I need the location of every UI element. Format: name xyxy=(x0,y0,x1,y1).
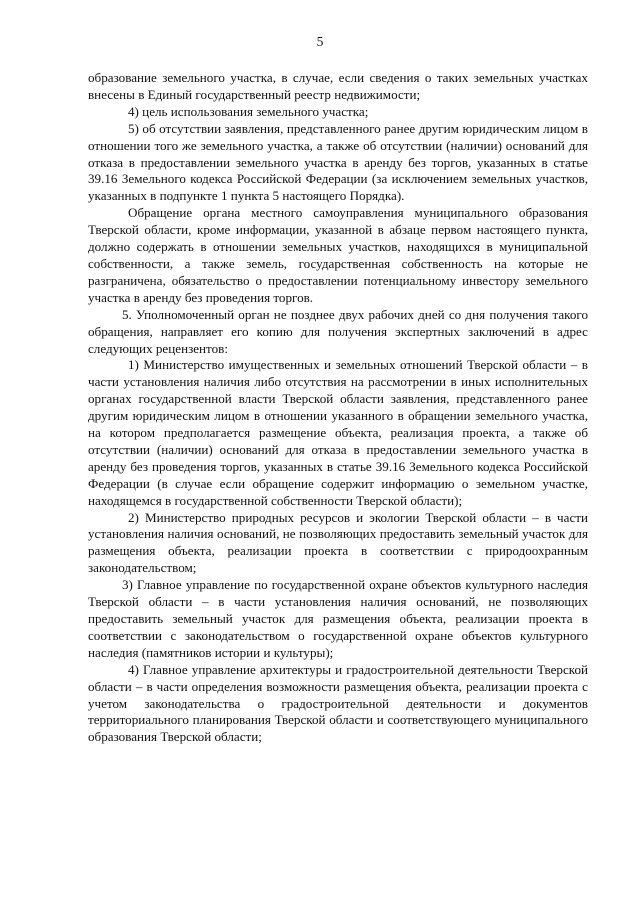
paragraph-item-5: 5) об отсутствии заявления, представленного ранее другим юридическим лицом в отношении того же земельного участка, а также об отсутствии (наличии) оснований для отказа в предоставлении земельного участка в аренду без торгов, указанных в статье 39.16 Земельного кодекса Российской Федерации (за исключением земельных участков, указанных в подпункте 1 пункта 5 настоящего Порядка). xyxy=(88,120,588,204)
paragraph-reviewer-4: 4) Главное управление архитектуры и градостроительной деятельности Тверской области – в части определения возможности размещения объекта, реализации проекта с учетом законодательства о градостроительной деятельности и документов территориального планирования Тверской области и соответствующего муниципального образования Тверской области; xyxy=(88,661,588,745)
paragraph-municipal-appeal: Обращение органа местного самоуправления муниципального образования Тверской области, кроме информации, указанной в абзаце первом настоящего пункта, должно содержать в отношении земельных участков, находящихся в муниципальной собственности, а также земель, государственная собственность на которые не разграничена, обязательство о предоставлении потенциальному инвестору земельного участка в аренду без проведения торгов. xyxy=(88,205,588,305)
paragraph-item-4: 4) цель использования земельного участка; xyxy=(128,103,369,119)
paragraph-reviewer-3: 3) Главное управление по государственной охране объектов культурного наследия Тверской области – в части установления наличия оснований, не позволяющих предоставить земельный участок для размещения объекта, реализации проекта в соответствии с законодательством о государственной охране объектов культурного наследия (памятников истории и культуры); xyxy=(88,577,588,660)
page-number: 5 xyxy=(316,34,324,49)
paragraph-reviewer-1: 1) Министерство имущественных и земельных отношений Тверской области – в части установления наличия либо отсутствия на рассмотрении в иных исполнительных органах государственной власти Тверской области заявления, представленного ранее другим юридическим лицом в отношении указанного в обращении земельного участка, на котором предполагается размещение объекта, реализация проекта, а также об отсутствии (наличии) оснований для отказа в предоставлении земельного участка в аренду без проведения торгов, указанных в статье 39.16 Земельного кодекса Российской Федерации (в случае если обращение содержит информацию о земельном участке, находящемся в государственной собственности Тверской области); xyxy=(88,357,588,508)
paragraph-continuation: образование земельного участка, в случае, если сведения о таких земельных участках внесены в Единый государственный реестр недвижимости; xyxy=(88,70,588,102)
paragraph-reviewer-2: 2) Министерство природных ресурсов и экологии Тверской области – в части установления наличия оснований, не позволяющих предоставить земельный участок для размещения объекта, реализации проекта в соответствии с природоохранным законодательством; xyxy=(88,509,588,576)
document-body xyxy=(88,70,588,746)
paragraph-clause-5: 5. Уполномоченный орган не позднее двух рабочих дней со дня получения такого обращения, направляет его копию для получения экспертных заключений в адрес следующих рецензентов: xyxy=(88,306,588,356)
